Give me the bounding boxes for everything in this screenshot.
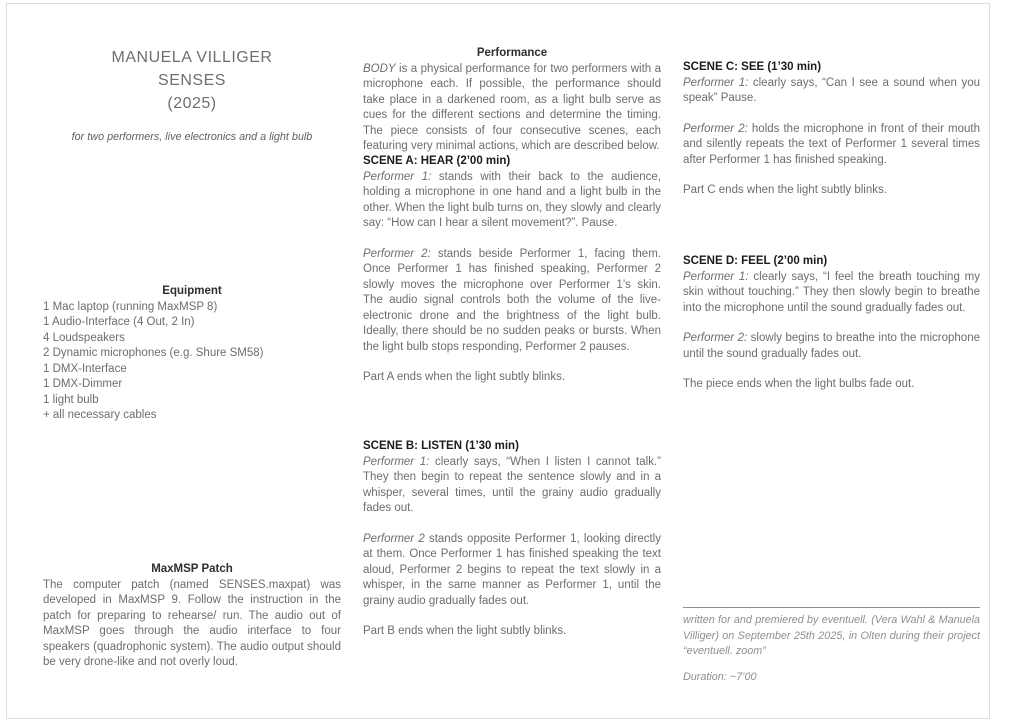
scene-d-paragraph xyxy=(683,270,980,317)
equipment-item: 1 Mac laptop (running MaxMSP 8) xyxy=(43,300,218,313)
scene-d-heading: SCENE D: FEEL (2’00 min) xyxy=(683,255,828,267)
performer-2-lead: Performer 2: xyxy=(683,122,748,135)
equipment-item: 4 Loudspeakers xyxy=(43,331,125,344)
premiere-credit: written for and premiered by eventuell. (Vera Wahl & Manuela Villiger) on September 25th 2025, in Olten during their project “eventuell. zoom” xyxy=(683,614,980,657)
paragraph-text: stands opposite Performer 1, looking directly at them. Once Performer 1 has finished speaking the text aloud, Performer 2 begins to repeat the text slowly in a whisper, in the same manner as Performer 1, until the grainy audio gradually fades out. xyxy=(363,532,661,607)
performer-2-lead: Performer 2 xyxy=(363,532,425,545)
scene-d-section xyxy=(683,254,980,393)
scene-a-section xyxy=(363,154,661,386)
author-name: MANUELA VILLIGER xyxy=(111,49,273,66)
equipment-list xyxy=(43,300,341,424)
maxmsp-patch-body: The computer patch (named SENSES.maxpat) was developed in MaxMSP 9. Follow the instruction in the patch for preparing to rehearse/ run. The audio out of MaxMSP goes through the audio interface to four speakers (quadrophonic system). The audio output should be very drone-like and not overly loud. xyxy=(43,578,341,668)
middle-column xyxy=(363,40,661,700)
scene-a-ending: Part A ends when the light subtly blinks. xyxy=(363,371,566,383)
maxmsp-patch-heading: MaxMSP Patch xyxy=(151,563,233,575)
work-year: (2025) xyxy=(167,95,217,112)
scene-b-section xyxy=(363,439,661,640)
equipment-item: + all necessary cables xyxy=(43,409,157,421)
scene-c-paragraph xyxy=(683,122,980,169)
equipment-heading: Equipment xyxy=(162,285,222,297)
paragraph-text: clearly says, “When I listen I cannot talk.” They then begin to repeat the sentence slowly and in a whisper, several times, until the grainy audio gradually fades out. xyxy=(363,455,661,514)
performance-heading: Performance xyxy=(476,47,548,59)
performance-body xyxy=(363,62,661,155)
performance-lead: BODY xyxy=(363,62,396,75)
work-title: SENSES xyxy=(158,72,226,89)
scene-b-heading: SCENE B: LISTEN (1’30 min) xyxy=(363,440,519,452)
work-subtitle: for two performers, live electronics and a light bulb xyxy=(71,131,313,143)
duration-note: Duration: ~7’00 xyxy=(683,670,757,683)
equipment-item: 1 DMX-Interface xyxy=(43,362,127,375)
scene-a-heading: SCENE A: HEAR (2’00 min) xyxy=(363,155,511,167)
equipment-item: 1 Audio-Interface (4 Out, 2 In) xyxy=(43,316,195,328)
scene-b-paragraph xyxy=(363,532,661,610)
scene-d-paragraph xyxy=(683,331,980,362)
scene-a-paragraph xyxy=(363,170,661,232)
performer-1-lead: Performer 1: xyxy=(363,170,432,183)
scene-c-ending: Part C ends when the light subtly blinks. xyxy=(683,184,887,196)
scene-b-ending: Part B ends when the light subtly blinks. xyxy=(363,625,567,637)
scene-c-section xyxy=(683,60,980,199)
scene-b-paragraph xyxy=(363,455,661,517)
equipment-item: 1 light bulb xyxy=(43,393,99,406)
paragraph-text: clearly says, “I feel the breath touching my skin without touching.” They then slowly begin to breathe into the microphone until the sound gradually fades out. xyxy=(683,270,980,314)
equipment-section xyxy=(43,284,341,424)
scene-c-paragraph xyxy=(683,76,980,107)
paragraph-text: clearly says, “Can I see a sound when you speak” Pause. xyxy=(683,76,980,104)
performance-text: is a physical performance for two performers with a microphone each. If possible, the performance should take place in a darkened room, as a light bulb serve as cues for the different sections and determine the timing. The piece consists of four consecutive scenes, each featuring very minimal actions, which are described below. xyxy=(363,62,661,152)
performer-1-lead: Performer 1: xyxy=(363,455,430,468)
performer-1-lead: Performer 1: xyxy=(683,270,749,283)
paragraph-text: stands beside Performer 1, facing them. Once Performer 1 has finished speaking, Performer 2 slowly moves the microphone over Performer 1’s skin. The audio signal controls both the volume of the live-electronic drone and the brightness of the light bulb. Ideally, there should be no sudden peaks or bursts. When the light bulb stops responding, Performer 2 pauses. xyxy=(363,247,661,353)
premiere-credit-footer xyxy=(683,607,980,685)
maxmsp-patch-section xyxy=(43,562,341,686)
scene-c-heading: SCENE C: SEE (1’30 min) xyxy=(683,61,822,73)
paragraph-text: holds the microphone in front of their mouth and silently repeats the text of Performer 1 several times after Performer 1 has finished speaking. xyxy=(683,122,980,166)
performer-2-lead: Performer 2: xyxy=(683,332,748,344)
left-column xyxy=(43,40,341,700)
equipment-item: 1 DMX-Dimmer xyxy=(43,378,123,390)
paragraph-text: slowly begins to breathe into the microphone until the sound gradually fades out. xyxy=(683,332,980,360)
scene-a-paragraph xyxy=(363,247,661,356)
performance-section xyxy=(363,46,661,170)
scene-d-ending: The piece ends when the light bulbs fade out. xyxy=(683,378,915,390)
paragraph-text: stands with their back to the audience, holding a microphone in one hand and a light bulb in the other. When the light bulb turns on, they slowly and clearly say: “How can I hear a silent movement?”. Pause. xyxy=(363,170,661,229)
equipment-item: 2 Dynamic microphones (e.g. Shure SM58) xyxy=(43,347,264,359)
performer-1-lead: Performer 1: xyxy=(683,76,749,89)
performer-2-lead: Performer 2: xyxy=(363,247,431,260)
title-block xyxy=(43,46,341,115)
right-column xyxy=(683,40,980,700)
